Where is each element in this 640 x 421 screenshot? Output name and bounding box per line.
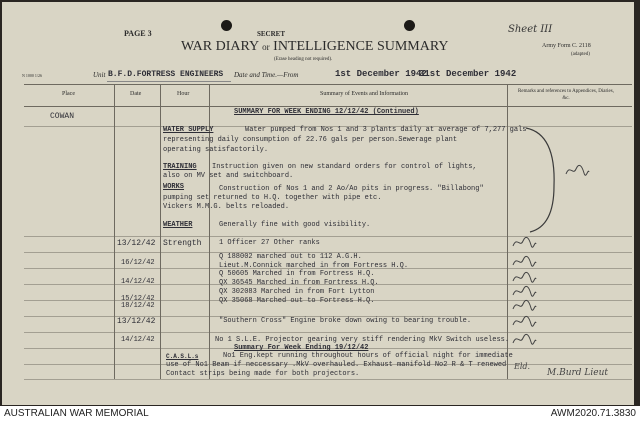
page-title (181, 39, 449, 55)
date-to: 31st December 1942 (419, 69, 517, 79)
unit-label: Unit (93, 71, 106, 79)
title-or: or (262, 42, 270, 52)
date-column-rule (160, 84, 161, 379)
row2-date: 16/12/42 (121, 259, 155, 267)
row2-text-1: Q 188002 marched out to 112 A.G.H. (219, 253, 362, 261)
casls-line-1: No1 Eng.kept running throughout hours of official night for immediate (223, 352, 513, 360)
place-column-rule (114, 84, 115, 379)
column-summary: Summary of Events and Information (320, 91, 408, 97)
date-label: Date and Time.—From (234, 71, 299, 79)
initials-signature (511, 315, 537, 329)
place-cowan: COWAN (50, 112, 75, 121)
title-war-diary: WAR DIARY (181, 39, 259, 54)
row4-text: QX 302083 Marched in from Fort Lytton (219, 288, 375, 296)
row7-text: No 1 S.L.E. Projector gearing very stiff rendering MkV Switch useless. (215, 336, 510, 344)
title-subtitle: (Erase heading not required). (274, 57, 333, 62)
initials-signature (511, 236, 537, 250)
row3-date: 14/12/42 (121, 278, 155, 286)
heading-training: TRAINING (163, 163, 197, 171)
column-remarks: Remarks and references to Appendices, Diaries, &c. (518, 89, 614, 101)
initials-signature (511, 333, 537, 347)
footer-credit: AUSTRALIAN WAR MEMORIAL (4, 408, 149, 419)
title-intelligence-summary: INTELLIGENCE SUMMARY (273, 39, 449, 54)
row6-text: "Southern Cross" Engine broke down owing to bearing trouble. (219, 317, 472, 325)
unit-underline (107, 81, 231, 82)
punch-hole-right (404, 20, 415, 31)
sheet-number: Sheet III (508, 24, 553, 35)
bracket-mark (524, 126, 564, 236)
heading-works: WORKS (163, 183, 185, 191)
casls-line-3: Contact strips being made for both projectors. (166, 370, 360, 378)
column-hour: Hour (177, 91, 190, 97)
form-code: N 1000 1/26 (22, 73, 42, 78)
row1-date: 13/12/42 (117, 239, 156, 248)
row5-date: 18/12/42 (121, 302, 155, 310)
header-bottom-rule (24, 106, 632, 107)
initials-signature (511, 271, 537, 285)
heading-water-supply: WATER SUPPLY (163, 126, 214, 134)
training-line-2: also on MV set and switchboard. (163, 172, 294, 180)
initials-signature (511, 255, 537, 269)
initials-signature (511, 285, 537, 299)
punch-hole-left (221, 20, 232, 31)
row7-date: 14/12/42 (121, 336, 155, 344)
row3-text-2: QX 36545 Marched in from Fortress H.Q. (219, 279, 379, 287)
works-line-1: Construction of Nos 1 and 2 Ao/Ao pits in progress. "Billabong" (219, 185, 484, 193)
signature-initials: Eld. (514, 362, 531, 371)
row1-hour: Strength (163, 239, 202, 248)
summary-week-title: SUMMARY FOR WEEK ENDING 12/12/42 (Continued) (234, 108, 419, 116)
heading-weather: WEATHER (163, 221, 193, 229)
page-number: PAGE 3 (124, 29, 152, 38)
summary-week-2-title: Summary For Week Ending 19/12/42 (234, 344, 369, 352)
column-date: Date (130, 91, 142, 97)
date-from: 1st December 1942 (335, 69, 427, 79)
water-line-2: representing daily consumption of 22.76 gals per person.Sewerage plant (163, 136, 458, 144)
water-line-3: operating satisfactorily. (163, 146, 269, 154)
footer-accession: AWM2020.71.3830 (550, 408, 636, 419)
water-line-1: Water pumped from Nos 1 and 3 plants daily at average of 7,277 gals (245, 126, 527, 134)
works-line-3: Vickers M.M.G. belts reloaded. (163, 203, 290, 211)
diary-page (2, 2, 634, 405)
row4-date: 15/12/42 (121, 295, 155, 303)
works-line-2: pumping set returned to H.Q. together with pipe etc. (163, 194, 382, 202)
column-place: Place (62, 91, 75, 97)
secret-stamp: SECRET (257, 30, 286, 38)
initials-signature (511, 299, 537, 313)
header-top-rule (24, 84, 632, 85)
row2-text-2: Lieut.M.Connick marched in from Fortress H.Q. (219, 262, 409, 270)
heading-casls: C.A.S.L.s (166, 353, 199, 360)
adapted-note: (adapted) (571, 52, 590, 57)
row-rule (24, 379, 632, 380)
row-rule (24, 236, 632, 237)
training-line-1: Instruction given on new standard orders for control of lights, (212, 163, 477, 171)
casls-line-2: use of No1 Beam if neccessary .MkV overhauled. Exhaust manifold No2 R & T renewed (166, 361, 507, 369)
signature-lieut: M.Burd Lieut (547, 368, 609, 378)
weather-line-1: Generally fine with good visibility. (219, 221, 371, 229)
army-form: Army Form C. 2118 (542, 43, 591, 49)
unit-value: B.F.D.FORTRESS ENGINEERS (108, 70, 224, 79)
row3-text-1: Q 50605 Marched in from Fortress H.Q. (219, 270, 375, 278)
row1-text: 1 Officer 27 Other ranks (219, 239, 320, 247)
row-rule (24, 332, 632, 333)
row6-date: 13/12/42 (117, 317, 156, 326)
row5-text: QX 35068 Marched out to Fortress H.Q. (219, 297, 375, 305)
initials-signature (564, 164, 590, 178)
